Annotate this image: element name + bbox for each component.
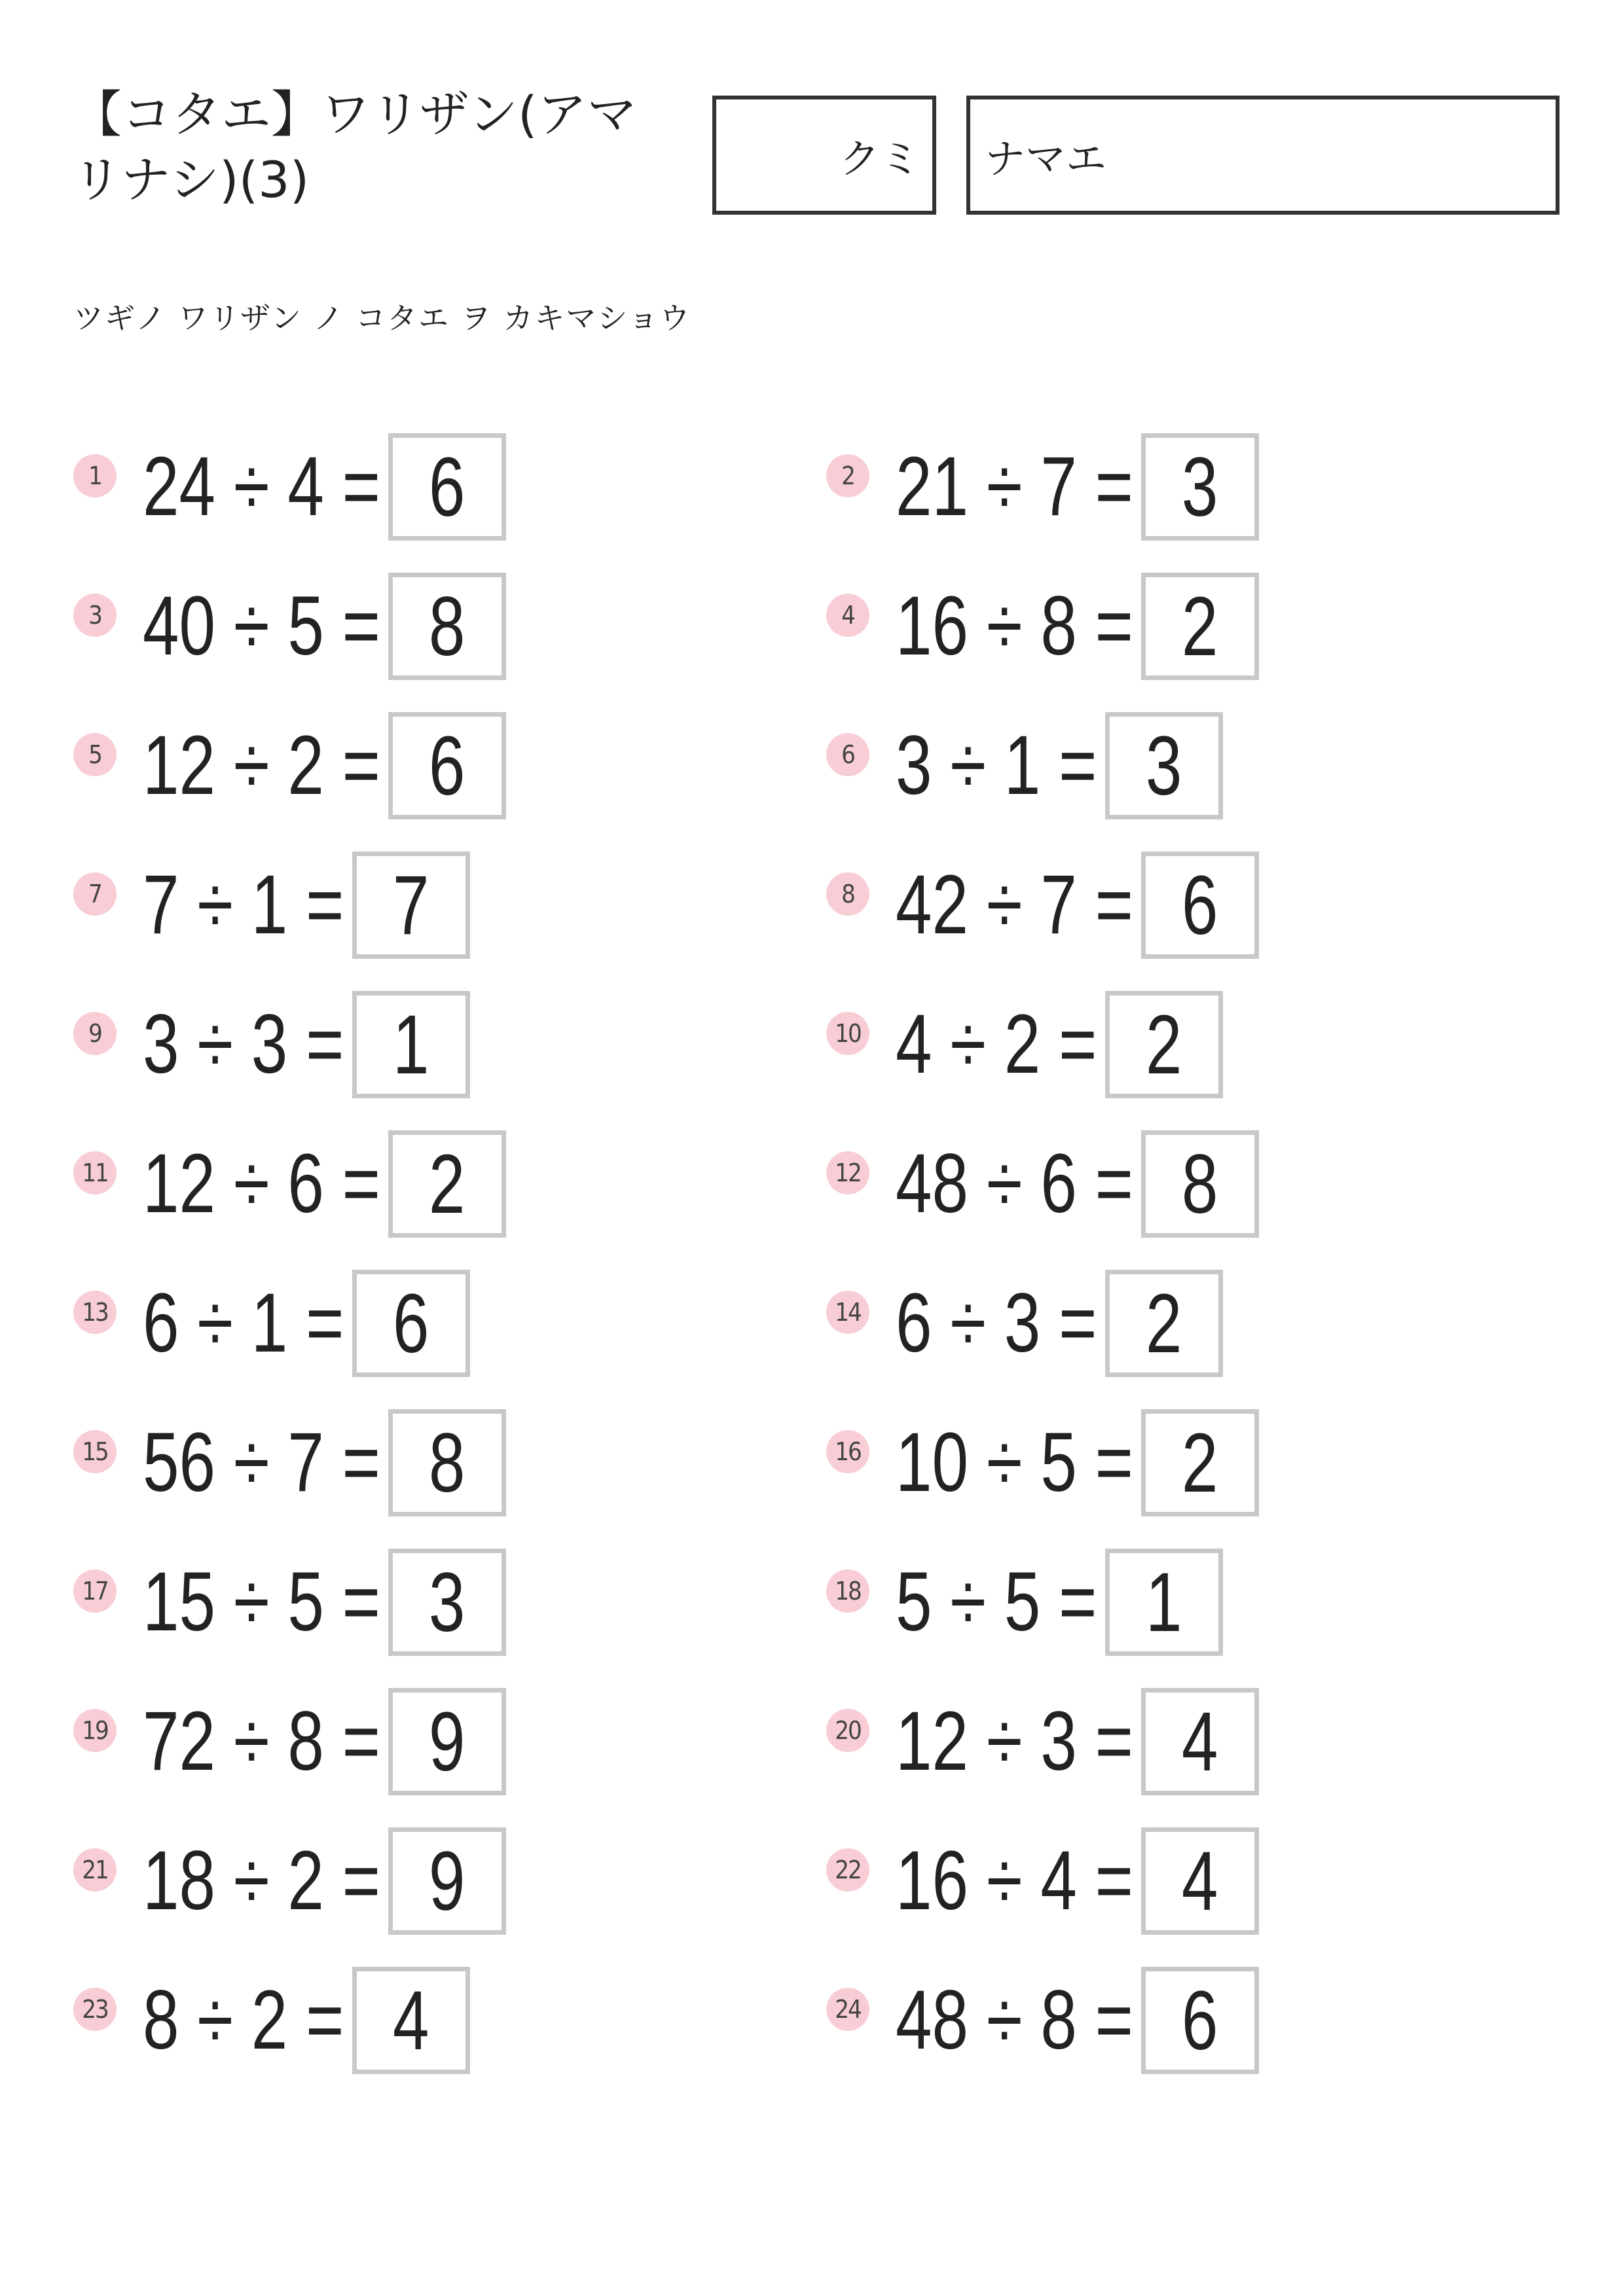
problem-expression: 56 ÷ 7 = (143, 1416, 380, 1509)
problem-expression-wrap (143, 1416, 388, 1509)
problem-number-badge: 1 (73, 454, 117, 497)
answer-value: 9 (429, 1834, 465, 1928)
problem-expression: 42 ÷ 7 = (896, 858, 1133, 952)
answer-box[interactable] (1105, 712, 1223, 819)
problem-expression: 21 ÷ 7 = (896, 440, 1133, 533)
problem-expression: 7 ÷ 1 = (143, 858, 344, 952)
answer-value: 2 (1146, 1276, 1182, 1371)
problem-expression: 16 ÷ 4 = (896, 1834, 1133, 1928)
problem-expression-wrap (896, 1555, 1105, 1649)
problem-expression-wrap (143, 1555, 388, 1649)
problem-expression: 10 ÷ 5 = (896, 1416, 1133, 1509)
class-label: クミ (839, 134, 921, 183)
problem-item (826, 1409, 1259, 1516)
answer-value: 8 (1182, 1137, 1218, 1231)
problem-number-badge: 22 (826, 1848, 869, 1892)
problem-expression-wrap (143, 1695, 388, 1788)
answer-box[interactable] (388, 712, 506, 819)
name-label: ナマエ (985, 134, 1107, 183)
problem-expression: 6 ÷ 1 = (143, 1276, 344, 1370)
answer-box[interactable] (388, 1827, 506, 1935)
problem-expression-wrap (896, 1834, 1141, 1928)
problem-expression-wrap (143, 997, 352, 1091)
answer-box[interactable] (388, 1130, 506, 1238)
page-title: 【コタエ】ワリザン(アマリナシ)(3) (72, 85, 637, 209)
problem-number-badge: 18 (826, 1570, 869, 1613)
problem-item (826, 1130, 1259, 1238)
answer-value: 6 (429, 719, 465, 813)
problem-number-badge: 24 (826, 1988, 869, 2031)
problem-item (73, 852, 470, 959)
answer-value: 2 (1182, 1416, 1218, 1510)
problem-number-badge: 10 (826, 1012, 869, 1055)
problem-item (826, 852, 1259, 959)
problem-expression-wrap (143, 1834, 388, 1928)
answer-value: 4 (393, 1973, 429, 2068)
answer-box[interactable] (1141, 1130, 1259, 1238)
answer-box[interactable] (1105, 1270, 1223, 1377)
problem-expression-wrap (143, 1137, 388, 1230)
problem-expression: 72 ÷ 8 = (143, 1695, 380, 1788)
problem-expression-wrap (896, 1973, 1141, 2067)
answer-value: 2 (1146, 997, 1182, 1092)
problem-expression-wrap (143, 719, 388, 812)
problem-expression-wrap (896, 1416, 1141, 1509)
problem-item (826, 1827, 1259, 1935)
answer-box[interactable] (388, 433, 506, 541)
problem-number-badge: 3 (73, 594, 117, 637)
problem-item (826, 991, 1223, 1098)
answer-box[interactable] (388, 1688, 506, 1795)
problem-number-badge: 8 (826, 872, 869, 916)
problem-expression: 18 ÷ 2 = (143, 1834, 380, 1928)
answer-box[interactable] (1105, 1549, 1223, 1656)
problem-number-badge: 9 (73, 1012, 117, 1055)
answer-box[interactable] (1141, 1409, 1259, 1516)
problem-expression: 5 ÷ 5 = (896, 1555, 1097, 1649)
answer-box[interactable] (388, 573, 506, 680)
problem-expression-wrap (143, 440, 388, 533)
problem-expression: 15 ÷ 5 = (143, 1555, 380, 1649)
answer-value: 8 (429, 579, 465, 673)
answer-box[interactable] (1141, 1827, 1259, 1935)
answer-value: 3 (1146, 719, 1182, 813)
problem-expression: 48 ÷ 6 = (896, 1137, 1133, 1230)
answer-box[interactable] (1141, 433, 1259, 541)
problem-item (826, 712, 1223, 819)
instruction-text: ツギノ ワリザン ノ コタエ ヲ カキマショウ (73, 300, 691, 336)
problem-number-badge: 13 (73, 1291, 117, 1334)
problem-item (73, 991, 470, 1098)
answer-value: 6 (393, 1276, 429, 1371)
problem-expression: 6 ÷ 3 = (896, 1276, 1097, 1370)
answer-box[interactable] (1141, 573, 1259, 680)
name-field[interactable] (966, 96, 1559, 215)
problem-expression: 40 ÷ 5 = (143, 579, 380, 673)
problem-item (826, 1549, 1223, 1656)
answer-box[interactable] (1141, 852, 1259, 959)
problem-expression-wrap (896, 1276, 1105, 1370)
problem-number-badge: 2 (826, 454, 869, 497)
problem-expression-wrap (143, 858, 352, 952)
problem-number-badge: 7 (73, 872, 117, 916)
problem-number-badge: 14 (826, 1291, 869, 1334)
answer-value: 8 (429, 1416, 465, 1510)
answer-value: 2 (1182, 579, 1218, 673)
problem-expression-wrap (896, 1137, 1141, 1230)
answer-box[interactable] (352, 991, 470, 1098)
problem-item (73, 573, 506, 680)
problem-number-badge: 15 (73, 1430, 117, 1473)
problem-item (73, 1409, 506, 1516)
answer-value: 2 (429, 1137, 465, 1231)
problem-expression-wrap (896, 719, 1105, 812)
problem-number-badge: 5 (73, 733, 117, 776)
answer-box[interactable] (1141, 1688, 1259, 1795)
answer-box[interactable] (388, 1549, 506, 1656)
answer-value: 9 (429, 1695, 465, 1789)
answer-box[interactable] (352, 1967, 470, 2074)
problem-expression-wrap (143, 579, 388, 673)
problem-item (826, 573, 1259, 680)
problem-expression: 12 ÷ 3 = (896, 1695, 1133, 1788)
problem-item (73, 1967, 470, 2074)
problem-number-badge: 17 (73, 1570, 117, 1613)
problem-expression-wrap (896, 858, 1141, 952)
problem-number-badge: 11 (73, 1151, 117, 1194)
problem-number-badge: 16 (826, 1430, 869, 1473)
problem-item (73, 1549, 506, 1656)
answer-value: 3 (429, 1555, 465, 1649)
problem-expression-wrap (896, 1695, 1141, 1788)
problem-expression-wrap (896, 440, 1141, 533)
problem-item (73, 712, 506, 819)
answer-box[interactable] (352, 852, 470, 959)
problem-number-badge: 12 (826, 1151, 869, 1194)
problem-item (73, 1270, 470, 1377)
answer-box[interactable] (1141, 1967, 1259, 2074)
problem-expression: 3 ÷ 1 = (896, 719, 1097, 812)
problem-expression: 3 ÷ 3 = (143, 997, 344, 1091)
problem-item (826, 433, 1259, 541)
problem-expression: 24 ÷ 4 = (143, 440, 380, 533)
answer-value: 3 (1182, 440, 1218, 534)
answer-box[interactable] (388, 1409, 506, 1516)
answer-value: 4 (1182, 1695, 1218, 1789)
problem-item (73, 1130, 506, 1238)
problem-expression-wrap (896, 997, 1105, 1091)
problem-expression: 48 ÷ 8 = (896, 1973, 1133, 2067)
problem-item (73, 1688, 506, 1795)
problem-number-badge: 23 (73, 1988, 117, 2031)
problem-item (73, 433, 506, 541)
answer-box[interactable] (1105, 991, 1223, 1098)
problem-number-badge: 6 (826, 733, 869, 776)
problem-item (826, 1688, 1259, 1795)
class-field[interactable] (712, 96, 936, 215)
problem-number-badge: 19 (73, 1709, 117, 1752)
problem-expression-wrap (143, 1973, 352, 2067)
problem-expression-wrap (143, 1276, 352, 1370)
problem-expression: 8 ÷ 2 = (143, 1973, 344, 2067)
answer-value: 6 (1182, 1973, 1218, 2068)
problem-expression: 12 ÷ 6 = (143, 1137, 380, 1230)
answer-value: 6 (429, 440, 465, 534)
problem-expression: 16 ÷ 8 = (896, 579, 1133, 673)
answer-value: 1 (1146, 1555, 1182, 1649)
answer-value: 6 (1182, 858, 1218, 952)
answer-value: 1 (393, 997, 429, 1092)
answer-box[interactable] (352, 1270, 470, 1377)
answer-value: 4 (1182, 1834, 1218, 1928)
problem-item (73, 1827, 506, 1935)
problem-expression: 12 ÷ 2 = (143, 719, 380, 812)
problem-number-badge: 20 (826, 1709, 869, 1752)
problem-expression-wrap (896, 579, 1141, 673)
answer-value: 7 (393, 858, 429, 952)
problem-item (826, 1967, 1259, 2074)
problem-item (826, 1270, 1223, 1377)
problem-number-badge: 4 (826, 594, 869, 637)
problem-expression: 4 ÷ 2 = (896, 997, 1097, 1091)
problem-number-badge: 21 (73, 1848, 117, 1892)
